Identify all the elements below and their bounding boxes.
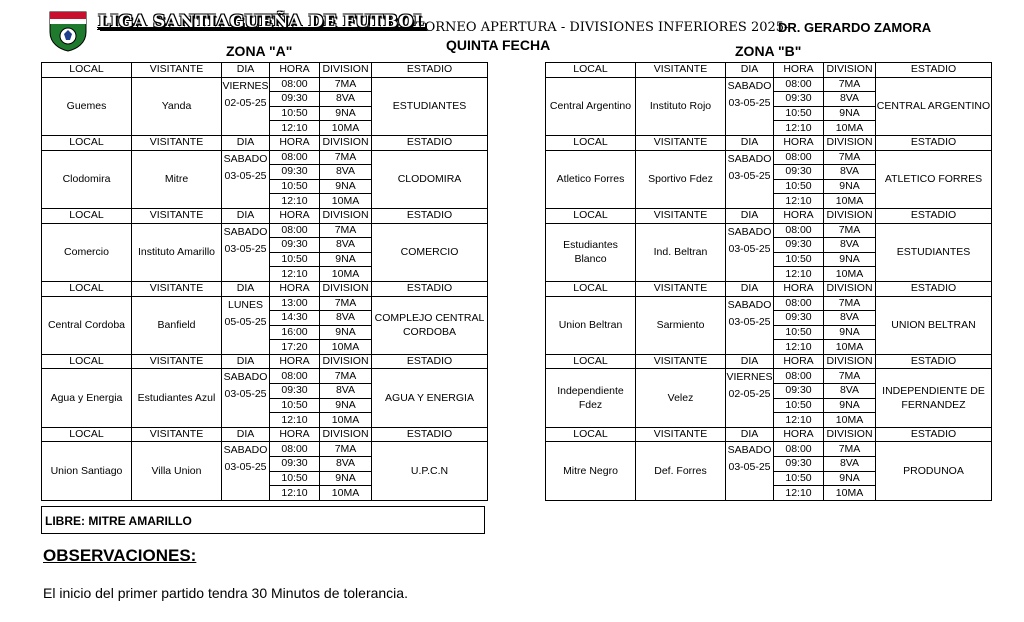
kickoff-time-cell: 10:50	[270, 252, 320, 267]
stadium-cell: CENTRAL ARGENTINO	[876, 77, 992, 135]
kickoff-time-cell: 12:10	[270, 194, 320, 209]
column-header: DIA	[726, 427, 774, 442]
kickoff-time-cell: 10:50	[774, 252, 824, 267]
kickoff-time-cell: 08:00	[270, 369, 320, 384]
division-cell: 8VA	[320, 384, 372, 399]
kickoff-time-cell: 09:30	[774, 384, 824, 399]
kickoff-time-cell: 12:10	[774, 486, 824, 501]
division-cell: 9NA	[320, 252, 372, 267]
column-header: LOCAL	[42, 281, 132, 296]
match-weekday: SABADO	[727, 444, 772, 457]
match-weekday: SABADO	[727, 79, 772, 92]
column-header: VISITANTE	[132, 208, 222, 223]
division-cell: 9NA	[824, 106, 876, 121]
kickoff-time-cell: 09:30	[270, 238, 320, 253]
match-slot-row	[546, 150, 992, 165]
kickoff-time-cell: 10:50	[270, 471, 320, 486]
column-header: ESTADIO	[876, 427, 992, 442]
local-team-cell: Agua y Energia	[42, 369, 132, 427]
division-cell: 7MA	[824, 369, 876, 384]
kickoff-time-cell: 13:00	[270, 296, 320, 311]
kickoff-time-cell: 10:50	[774, 179, 824, 194]
president-name: DR. GERARDO ZAMORA	[778, 20, 932, 35]
kickoff-time-cell: 09:30	[270, 165, 320, 180]
column-header: DIA	[726, 208, 774, 223]
stadium-cell: COMPLEJO CENTRAL CORDOBA	[372, 296, 488, 354]
match-slot-row	[42, 442, 488, 457]
match-day-cell	[222, 296, 270, 354]
kickoff-time-cell: 08:00	[270, 150, 320, 165]
local-team-cell: Central Argentino	[546, 77, 636, 135]
kickoff-time-cell: 16:00	[270, 325, 320, 340]
kickoff-time-cell: 12:10	[774, 413, 824, 428]
stadium-cell: U.P.C.N	[372, 442, 488, 500]
column-header: VISITANTE	[636, 208, 726, 223]
table-header-row	[546, 281, 992, 296]
visiting-team-cell: Villa Union	[132, 442, 222, 500]
division-cell: 9NA	[320, 179, 372, 194]
kickoff-time-cell: 10:50	[774, 325, 824, 340]
kickoff-time-cell: 09:30	[774, 457, 824, 472]
match-date: 05-05-25	[224, 315, 267, 328]
column-header: VISITANTE	[636, 427, 726, 442]
division-cell: 8VA	[320, 311, 372, 326]
division-cell: 8VA	[824, 457, 876, 472]
division-cell: 8VA	[824, 311, 876, 326]
match-slot-row	[546, 223, 992, 238]
visiting-team-cell: Sarmiento	[636, 296, 726, 354]
match-weekday: SABADO	[727, 152, 772, 165]
column-header: HORA	[774, 281, 824, 296]
column-header: DIA	[222, 281, 270, 296]
match-day-cell	[222, 369, 270, 427]
visiting-team-cell: Instituto Amarillo	[132, 223, 222, 281]
division-cell: 7MA	[320, 296, 372, 311]
column-header: DIA	[222, 63, 270, 78]
division-cell: 10MA	[824, 340, 876, 355]
column-header: DIVISION	[824, 135, 876, 150]
visiting-team-cell: Instituto Rojo	[636, 77, 726, 135]
match-weekday: SABADO	[727, 225, 772, 238]
visiting-team-cell: Sportivo Fdez	[636, 150, 726, 208]
stadium-cell: COMERCIO	[372, 223, 488, 281]
kickoff-time-cell: 08:00	[270, 77, 320, 92]
division-cell: 10MA	[320, 194, 372, 209]
column-header: ESTADIO	[372, 354, 488, 369]
stadium-cell: UNION BELTRAN	[876, 296, 992, 354]
kickoff-time-cell: 08:00	[774, 296, 824, 311]
match-weekday: LUNES	[227, 298, 263, 311]
column-header: ESTADIO	[876, 63, 992, 78]
kickoff-time-cell: 09:30	[270, 384, 320, 399]
column-header: DIVISION	[824, 354, 876, 369]
table-header-row	[546, 427, 992, 442]
column-header: LOCAL	[546, 281, 636, 296]
match-day-cell	[222, 223, 270, 281]
local-team-cell: Atletico Forres	[546, 150, 636, 208]
division-cell: 8VA	[824, 92, 876, 107]
division-cell: 7MA	[320, 150, 372, 165]
stadium-cell: AGUA Y ENERGIA	[372, 369, 488, 427]
column-header: LOCAL	[546, 135, 636, 150]
table-header-row	[42, 135, 488, 150]
division-cell: 10MA	[824, 194, 876, 209]
match-slot-row	[546, 77, 992, 92]
division-cell: 9NA	[320, 471, 372, 486]
division-cell: 10MA	[320, 340, 372, 355]
column-header: DIVISION	[824, 281, 876, 296]
division-cell: 9NA	[824, 398, 876, 413]
table-header-row	[546, 208, 992, 223]
column-header: DIA	[726, 281, 774, 296]
round-title: QUINTA FECHA	[446, 37, 551, 53]
kickoff-time-cell: 12:10	[270, 413, 320, 428]
stadium-cell: ATLETICO FORRES	[876, 150, 992, 208]
visiting-team-cell: Velez	[636, 369, 726, 427]
zone-b-title: ZONA "B"	[735, 43, 802, 59]
division-cell: 7MA	[824, 223, 876, 238]
match-slot-row	[42, 150, 488, 165]
kickoff-time-cell: 10:50	[774, 471, 824, 486]
column-header: HORA	[270, 281, 320, 296]
column-header: LOCAL	[546, 208, 636, 223]
division-cell: 10MA	[824, 121, 876, 136]
match-slot-row	[546, 442, 992, 457]
division-cell: 9NA	[320, 106, 372, 121]
column-header: DIVISION	[320, 427, 372, 442]
column-header: DIA	[222, 354, 270, 369]
match-day-cell	[726, 223, 774, 281]
visiting-team-cell: Estudiantes Azul	[132, 369, 222, 427]
kickoff-time-cell: 09:30	[270, 92, 320, 107]
division-cell: 7MA	[824, 77, 876, 92]
column-header: DIA	[222, 135, 270, 150]
kickoff-time-cell: 10:50	[774, 106, 824, 121]
zone-a-fixture-table	[41, 62, 488, 501]
column-header: VISITANTE	[132, 63, 222, 78]
visiting-team-cell: Yanda	[132, 77, 222, 135]
division-cell: 7MA	[320, 369, 372, 384]
division-cell: 8VA	[320, 457, 372, 472]
match-day-cell	[726, 150, 774, 208]
column-header: HORA	[270, 208, 320, 223]
visiting-team-cell: Def. Forres	[636, 442, 726, 500]
column-header: HORA	[774, 135, 824, 150]
stadium-cell: CLODOMIRA	[372, 150, 488, 208]
column-header: ESTADIO	[876, 281, 992, 296]
division-cell: 10MA	[824, 267, 876, 282]
match-weekday: VIERNES	[222, 79, 269, 92]
visiting-team-cell: Mitre	[132, 150, 222, 208]
match-date: 03-05-25	[728, 242, 771, 255]
match-date: 02-05-25	[224, 96, 267, 109]
kickoff-time-cell: 09:30	[774, 311, 824, 326]
column-header: HORA	[270, 427, 320, 442]
kickoff-time-cell: 10:50	[270, 179, 320, 194]
kickoff-time-cell: 12:10	[270, 267, 320, 282]
division-cell: 7MA	[320, 442, 372, 457]
column-header: DIVISION	[824, 427, 876, 442]
match-weekday: SABADO	[223, 371, 268, 384]
division-cell: 10MA	[320, 486, 372, 501]
local-team-cell: Independiente Fdez	[546, 369, 636, 427]
match-date: 03-05-25	[728, 169, 771, 182]
column-header: HORA	[774, 208, 824, 223]
match-slot-row	[546, 296, 992, 311]
division-cell: 9NA	[824, 252, 876, 267]
column-header: HORA	[774, 354, 824, 369]
tournament-title: -TORNEO APERTURA - DIVISIONES INFERIORES 2025-	[412, 20, 789, 35]
kickoff-time-cell: 12:10	[270, 121, 320, 136]
table-header-row	[546, 354, 992, 369]
stadium-cell: ESTUDIANTES	[876, 223, 992, 281]
division-cell: 7MA	[824, 296, 876, 311]
local-team-cell: Estudiantes Blanco	[546, 223, 636, 281]
column-header: ESTADIO	[372, 135, 488, 150]
observations-text: El inicio del primer partido tendra 30 Minutos de tolerancia.	[43, 585, 408, 601]
table-header-row	[546, 135, 992, 150]
division-cell: 10MA	[824, 486, 876, 501]
division-cell: 8VA	[320, 92, 372, 107]
column-header: DIVISION	[824, 208, 876, 223]
table-header-row	[42, 427, 488, 442]
division-cell: 10MA	[824, 413, 876, 428]
kickoff-time-cell: 10:50	[270, 106, 320, 121]
kickoff-time-cell: 10:50	[774, 398, 824, 413]
visiting-team-cell: Ind. Beltran	[636, 223, 726, 281]
kickoff-time-cell: 09:30	[774, 165, 824, 180]
table-header-row	[546, 63, 992, 78]
division-cell: 7MA	[824, 150, 876, 165]
column-header: LOCAL	[42, 427, 132, 442]
match-slot-row	[42, 369, 488, 384]
match-date: 03-05-25	[728, 315, 771, 328]
kickoff-time-cell: 17:20	[270, 340, 320, 355]
column-header: VISITANTE	[636, 63, 726, 78]
match-day-cell	[726, 442, 774, 500]
match-slot-row	[42, 296, 488, 311]
division-cell: 8VA	[824, 238, 876, 253]
column-header: HORA	[270, 135, 320, 150]
division-cell: 7MA	[320, 223, 372, 238]
column-header: VISITANTE	[132, 281, 222, 296]
zone-b-fixture-table	[545, 62, 992, 501]
division-cell: 8VA	[320, 165, 372, 180]
division-cell: 8VA	[824, 165, 876, 180]
column-header: ESTADIO	[372, 208, 488, 223]
column-header: ESTADIO	[372, 281, 488, 296]
match-date: 03-05-25	[224, 169, 267, 182]
stadium-cell: INDEPENDIENTE DE FERNANDEZ	[876, 369, 992, 427]
column-header: LOCAL	[42, 208, 132, 223]
column-header: DIVISION	[320, 208, 372, 223]
match-day-cell	[726, 369, 774, 427]
kickoff-time-cell: 12:10	[774, 267, 824, 282]
column-header: DIA	[222, 427, 270, 442]
league-title: LIGA SANTIAGUEÑA DE FUTBOL	[98, 12, 426, 32]
division-cell: 8VA	[824, 384, 876, 399]
kickoff-time-cell: 08:00	[774, 369, 824, 384]
column-header: DIA	[726, 135, 774, 150]
division-cell: 9NA	[824, 179, 876, 194]
division-cell: 7MA	[824, 442, 876, 457]
column-header: LOCAL	[546, 427, 636, 442]
bye-team-note: LIBRE: MITRE AMARILLO	[41, 506, 485, 534]
column-header: DIA	[726, 354, 774, 369]
division-cell: 9NA	[320, 325, 372, 340]
column-header: DIVISION	[320, 135, 372, 150]
match-slot-row	[42, 223, 488, 238]
local-team-cell: Union Santiago	[42, 442, 132, 500]
league-shield-logo	[46, 10, 90, 52]
match-date: 03-05-25	[728, 96, 771, 109]
table-header-row	[42, 354, 488, 369]
match-weekday: VIERNES	[726, 371, 773, 384]
column-header: DIVISION	[824, 63, 876, 78]
stadium-cell: ESTUDIANTES	[372, 77, 488, 135]
division-cell: 9NA	[320, 398, 372, 413]
column-header: LOCAL	[42, 354, 132, 369]
match-day-cell	[726, 296, 774, 354]
match-day-cell	[222, 150, 270, 208]
match-day-cell	[222, 442, 270, 500]
kickoff-time-cell: 09:30	[270, 457, 320, 472]
kickoff-time-cell: 12:10	[270, 486, 320, 501]
table-header-row	[42, 281, 488, 296]
table-header-row	[42, 63, 488, 78]
kickoff-time-cell: 08:00	[270, 442, 320, 457]
column-header: DIA	[222, 208, 270, 223]
local-team-cell: Comercio	[42, 223, 132, 281]
division-cell: 10MA	[320, 121, 372, 136]
table-header-row	[42, 208, 488, 223]
column-header: ESTADIO	[372, 63, 488, 78]
kickoff-time-cell: 08:00	[774, 150, 824, 165]
division-cell: 8VA	[320, 238, 372, 253]
column-header: VISITANTE	[132, 135, 222, 150]
column-header: HORA	[774, 63, 824, 78]
kickoff-time-cell: 12:10	[774, 121, 824, 136]
visiting-team-cell: Banfield	[132, 296, 222, 354]
local-team-cell: Central Cordoba	[42, 296, 132, 354]
division-cell: 9NA	[824, 325, 876, 340]
division-cell: 7MA	[320, 77, 372, 92]
match-weekday: SABADO	[223, 152, 268, 165]
column-header: HORA	[270, 63, 320, 78]
column-header: LOCAL	[42, 135, 132, 150]
column-header: ESTADIO	[876, 135, 992, 150]
kickoff-time-cell: 14:30	[270, 311, 320, 326]
local-team-cell: Clodomira	[42, 150, 132, 208]
column-header: VISITANTE	[132, 427, 222, 442]
kickoff-time-cell: 08:00	[774, 223, 824, 238]
column-header: ESTADIO	[372, 427, 488, 442]
division-cell: 9NA	[824, 471, 876, 486]
local-team-cell: Mitre Negro	[546, 442, 636, 500]
column-header: VISITANTE	[636, 281, 726, 296]
column-header: DIVISION	[320, 63, 372, 78]
kickoff-time-cell: 08:00	[270, 223, 320, 238]
observations-title: OBSERVACIONES:	[43, 546, 197, 565]
kickoff-time-cell: 08:00	[774, 442, 824, 457]
match-date: 03-05-25	[224, 461, 267, 474]
local-team-cell: Union Beltran	[546, 296, 636, 354]
match-weekday: SABADO	[223, 444, 268, 457]
match-date: 02-05-25	[728, 388, 771, 401]
kickoff-time-cell: 12:10	[774, 194, 824, 209]
match-day-cell	[222, 77, 270, 135]
column-header: ESTADIO	[876, 208, 992, 223]
column-header: LOCAL	[546, 63, 636, 78]
kickoff-time-cell: 09:30	[774, 238, 824, 253]
column-header: LOCAL	[546, 354, 636, 369]
column-header: HORA	[270, 354, 320, 369]
kickoff-time-cell: 09:30	[774, 92, 824, 107]
column-header: ESTADIO	[876, 354, 992, 369]
match-slot-row	[546, 369, 992, 384]
match-weekday: SABADO	[727, 298, 772, 311]
kickoff-time-cell: 12:10	[774, 340, 824, 355]
column-header: VISITANTE	[132, 354, 222, 369]
column-header: DIVISION	[320, 281, 372, 296]
column-header: VISITANTE	[636, 135, 726, 150]
zone-a-title: ZONA "A"	[226, 43, 293, 59]
kickoff-time-cell: 10:50	[270, 398, 320, 413]
match-day-cell	[726, 77, 774, 135]
column-header: DIA	[726, 63, 774, 78]
stadium-cell: PRODUNOA	[876, 442, 992, 500]
kickoff-time-cell: 08:00	[774, 77, 824, 92]
column-header: VISITANTE	[636, 354, 726, 369]
local-team-cell: Guemes	[42, 77, 132, 135]
column-header: LOCAL	[42, 63, 132, 78]
match-weekday: SABADO	[223, 225, 268, 238]
match-slot-row	[42, 77, 488, 92]
column-header: DIVISION	[320, 354, 372, 369]
match-date: 03-05-25	[224, 242, 267, 255]
column-header: HORA	[774, 427, 824, 442]
division-cell: 10MA	[320, 267, 372, 282]
match-date: 03-05-25	[224, 388, 267, 401]
division-cell: 10MA	[320, 413, 372, 428]
match-date: 03-05-25	[728, 461, 771, 474]
